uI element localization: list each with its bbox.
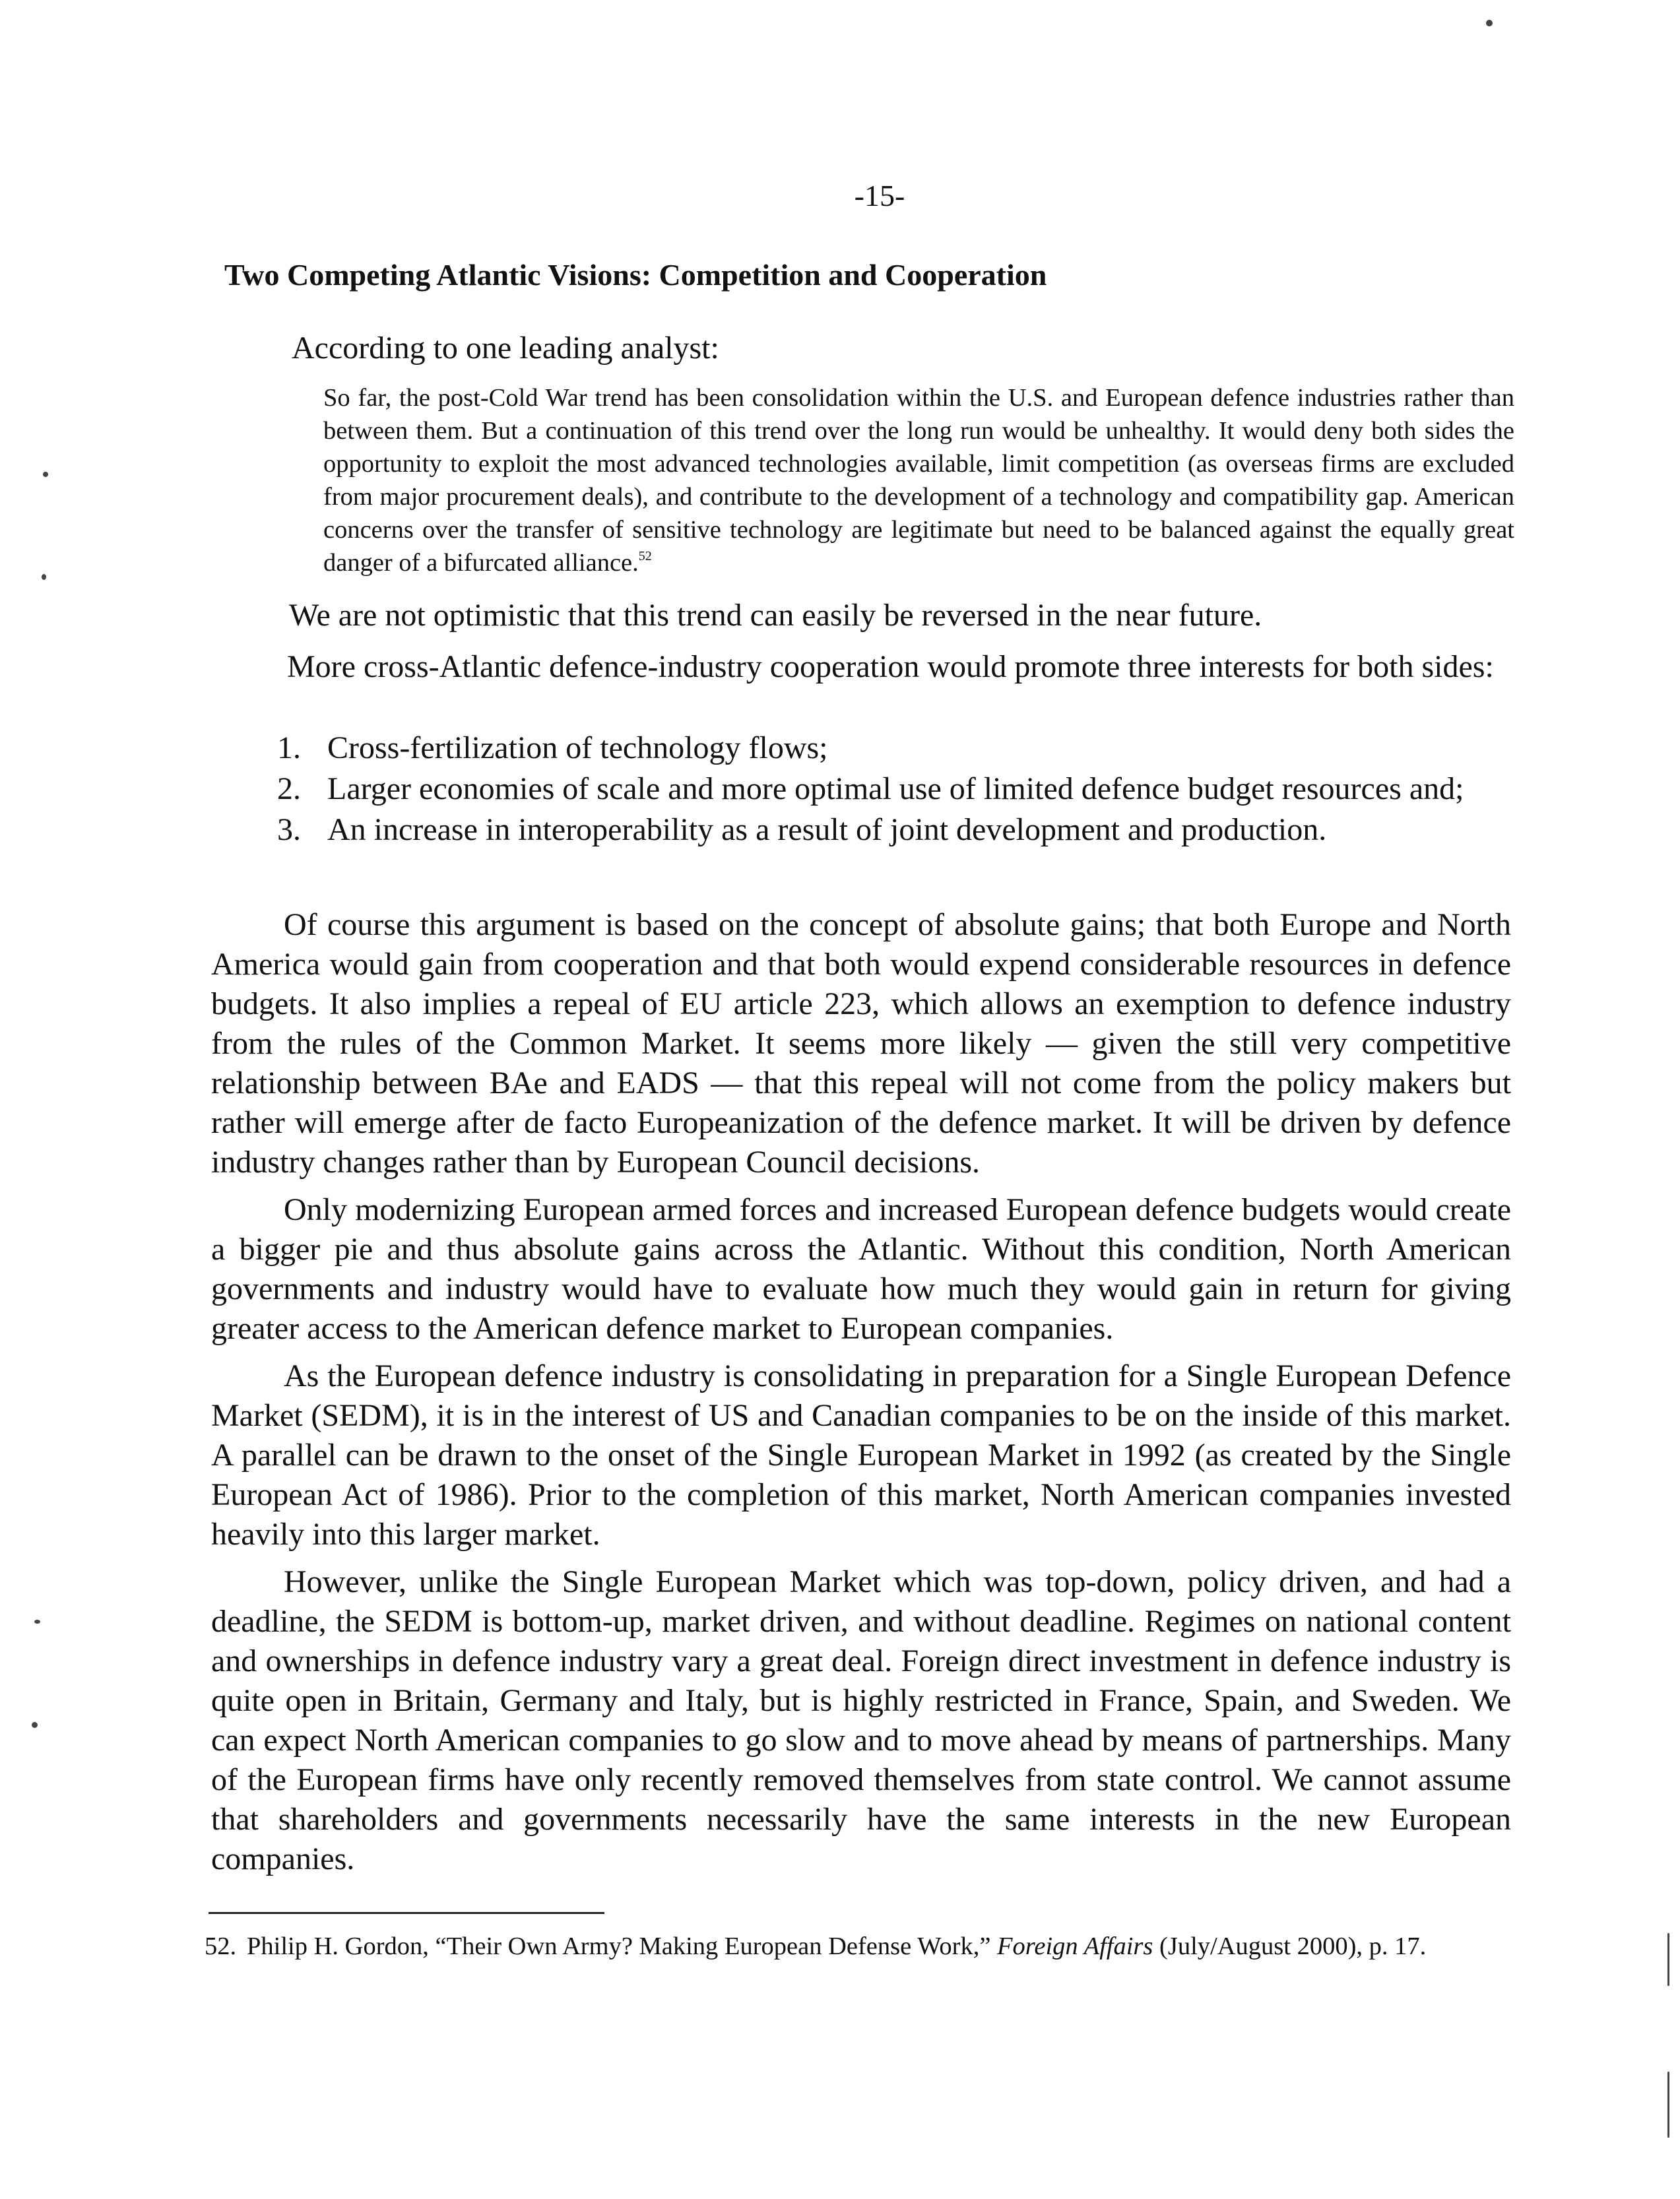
scan-mark: [32, 1722, 38, 1728]
body-text: [211, 905, 1511, 1879]
page-number: -15-: [854, 179, 905, 212]
quote-intro: According to one leading analyst:: [292, 331, 719, 366]
cooperation-lead-paragraph: More cross-Atlantic defence-industry cooperation would promote three interests for both sides:: [287, 649, 1494, 684]
paragraph-modernizing-forces: Only modernizing European armed forces and increased European defence budgets would create a bigger pie and thus absolute gains across the Atlantic. Without this condition, North American governments and industry would have to evaluate how much they would gain in return for giving greater access to the American defence market to European companies.: [211, 1192, 1511, 1346]
scan-mark: [43, 472, 48, 477]
scan-mark: [1667, 1933, 1669, 1986]
block-quote-text: So far, the post-Cold War trend has been consolidation within the U.S. and European defence industries rather than between them. But a continuation of this trend over the long run would be unhealthy. It would deny both sides the opportunity to exploit the most advanced technologies available, limit competition (as overseas firms are excluded from major procurement deals), and contribute to the development of a technology and compatibility gap. American concerns over the transfer of sensitive technology are legitimate but need to be balanced against the equally great danger of a bifurcated alliance.: [323, 384, 1514, 577]
block-quote: [323, 381, 1514, 579]
footnote-date-page: (July/August 2000), p. 17.: [1159, 1932, 1427, 1960]
paragraph-absolute-gains: Of course this argument is based on the concept of absolute gains; that both Europe and North America would gain from cooperation and that both would expend considerable resources in defence budgets. It also implies a repeal of EU article 223, which allows an exemption to defence industry from the rules of the Common Market. It seems more likely — given the still very competitive relationship between BAe and EADS — that this repeal will not come from the policy makers but rather will emerge after de facto Europeanization of the defence market. It will be driven by defence industry changes rather than by European Council decisions.: [211, 907, 1511, 1180]
footnote-reference[interactable]: 52: [638, 549, 652, 563]
footnote-divider: [209, 1912, 604, 1914]
footnote-number: 52.: [205, 1932, 237, 1960]
list-item-number: 3.: [277, 812, 301, 847]
paragraph-sedm: However, unlike the Single European Market which was top-down, policy driven, and had a deadline, the SEDM is bottom-up, market driven, and without deadline. Regimes on national content and ownerships in defence industry vary a great deal. Foreign direct investment in defence industry is quite open in Britain, Germany and Italy, but is highly restricted in France, Spain, and Sweden. We can expect North American companies to go slow and to move ahead by means of partnerships. Many of the European firms have only recently removed themselves from state control. We cannot assume that shareholders and governments necessarily have the same interests in the new European companies.: [211, 1564, 1511, 1876]
scan-mark: [1486, 20, 1493, 26]
scan-mark: [34, 1620, 40, 1624]
list-item: [277, 811, 1511, 849]
not-optimistic-sentence: We are not optimistic that this trend can easily be reversed in the near future.: [289, 598, 1262, 633]
footnote-author-title: Philip H. Gordon, “Their Own Army? Making European Defense Work,”: [247, 1932, 991, 1960]
scan-mark: [42, 574, 46, 580]
paragraph-single-market: As the European defence industry is consolidating in preparation for a Single European Defence Market (SEDM), it is in the interest of US and Canadian companies to be on the inside of this market. A parallel can be drawn to the onset of the Single European Market in 1992 (as created by the Single European Act of 1986). Prior to the completion of this market, North American companies invested heavily into this larger market.: [211, 1358, 1511, 1552]
list-item: [277, 729, 1511, 767]
footnote-citation: [247, 1932, 1511, 1961]
list-item-number: 2.: [277, 771, 301, 806]
list-item-text: Larger economies of scale and more optimal use of limited defence budget resources and;: [327, 771, 1464, 806]
scan-mark: [1667, 2072, 1669, 2138]
footnote: [205, 1932, 1511, 1961]
interests-list: [277, 729, 1511, 852]
list-item-text: Cross-fertilization of technology flows;: [327, 730, 828, 765]
list-item-number: 1.: [277, 730, 301, 765]
list-item: [277, 770, 1511, 808]
section-heading: Two Competing Atlantic Visions: Competition and Cooperation: [224, 258, 1047, 292]
footnote-journal: Foreign Affairs: [997, 1932, 1153, 1960]
list-item-text: An increase in interoperability as a result of joint development and production.: [327, 812, 1327, 847]
